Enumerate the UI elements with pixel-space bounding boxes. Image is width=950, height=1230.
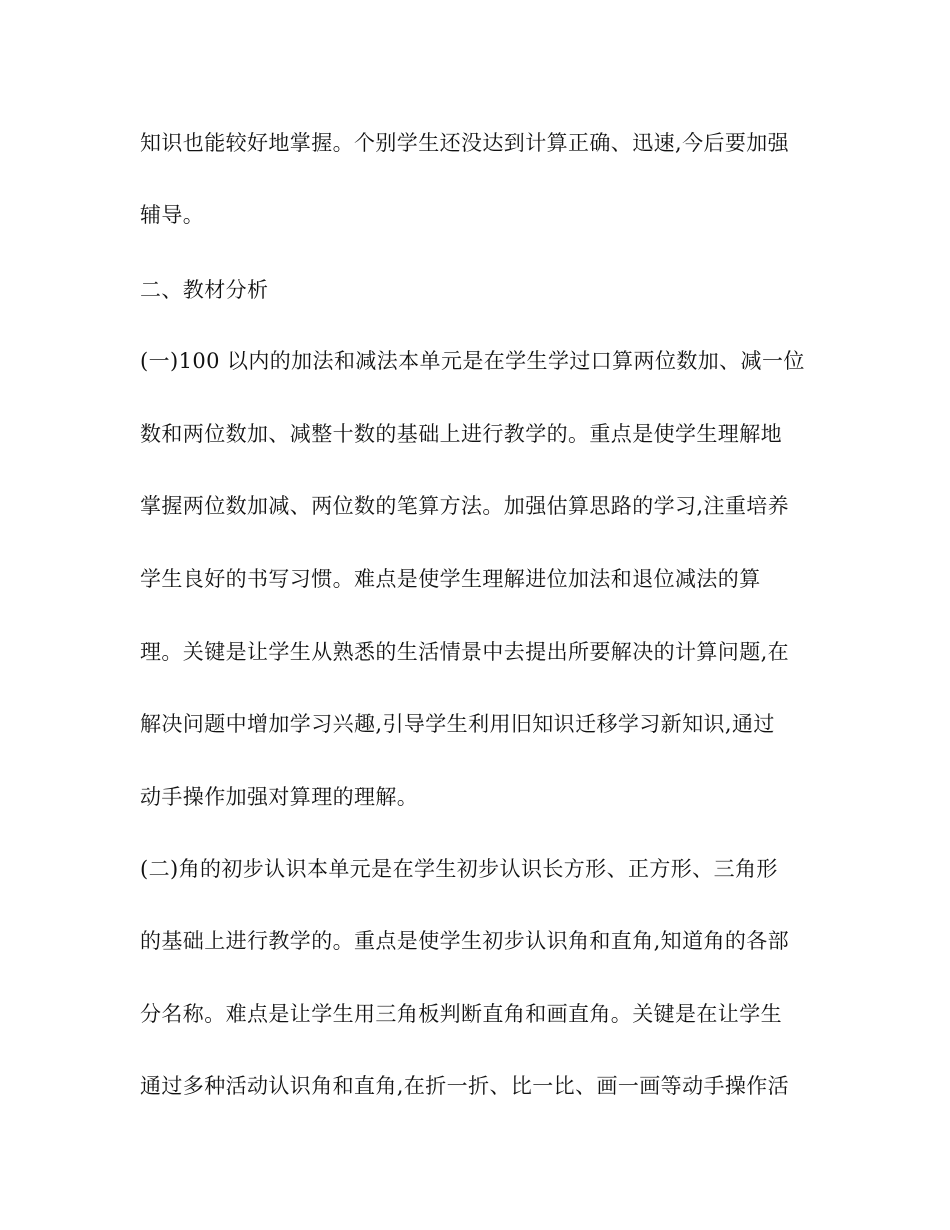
text-line: 分名称。难点是让学生用三角板判断直角和画直角。关键是在让学生 bbox=[140, 1002, 782, 1026]
text-line: 解决问题中增加学习兴趣,引导学生利用旧知识迁移学习新知识,通过 bbox=[140, 712, 775, 736]
text-line: 知识也能较好地掌握。个别学生还没达到计算正确、迅速,今后要加强 bbox=[140, 131, 790, 155]
text-line: 动手操作加强对算理的理解。 bbox=[140, 785, 419, 809]
text-line: 理。关键是让学生从熟悉的生活情景中去提出所要解决的计算问题,在 bbox=[140, 640, 790, 664]
text-line: (二)角的初步认识本单元是在学生初步认识长方形、正方形、三角形 bbox=[140, 857, 778, 881]
text-line: 掌握两位数加减、两位数的笔算方法。加强估算思路的学习,注重培养 bbox=[140, 494, 790, 518]
text-line: 辅导。 bbox=[140, 203, 205, 227]
text-line: 学生良好的书写习惯。难点是使学生理解进位加法和退位减法的算 bbox=[140, 567, 761, 591]
text-line: (一)100 以内的加法和减法本单元是在学生学过口算两位数加、减一位 bbox=[140, 349, 805, 373]
text-line: 的基础上进行教学的。重点是使学生初步认识角和直角,知道角的各部 bbox=[140, 929, 790, 953]
section-heading: 二、教材分析 bbox=[140, 278, 269, 302]
text-line: 数和两位数加、减整十数的基础上进行教学的。重点是使学生理解地 bbox=[140, 422, 782, 446]
text-line: 通过多种活动认识角和直角,在折一折、比一比、画一画等动手操作活 bbox=[140, 1074, 790, 1098]
